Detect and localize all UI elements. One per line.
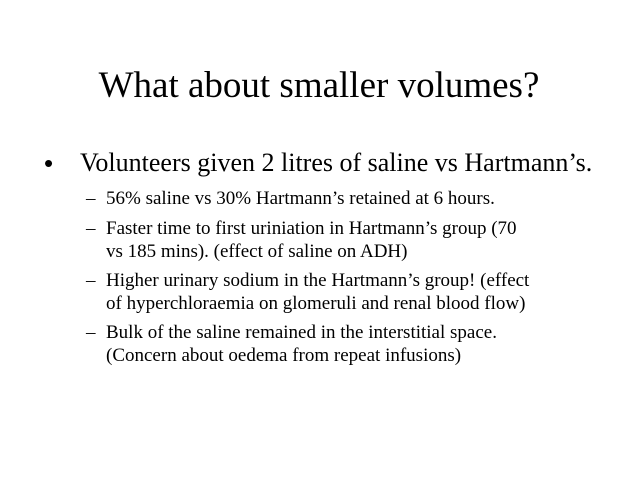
sub-bullet-line: Higher urinary sodium in the Hartmann’s group! (effect xyxy=(106,270,530,291)
sub-bullet-line: (Concern about oedema from repeat infusions) xyxy=(106,345,462,366)
sub-bullet-dash: – xyxy=(86,270,96,291)
bullet-marker: • xyxy=(44,148,54,178)
slide-title: What about smaller volumes? xyxy=(98,65,540,106)
sub-bullet-text xyxy=(106,217,626,263)
sub-bullet-text xyxy=(106,269,626,315)
sub-bullet-line: Faster time to first uriniation in Hartmann’s group (70 xyxy=(106,218,517,239)
bullet-text: Volunteers given 2 litres of saline vs Hartmann’s. xyxy=(80,148,593,177)
sub-bullet-line: 56% saline vs 30% Hartmann’s retained at 6 hours. xyxy=(106,188,495,209)
sub-bullet-line: of hyperchloraemia on glomeruli and renal blood flow) xyxy=(106,293,526,314)
sub-bullet-text xyxy=(106,187,626,210)
sub-bullet-dash: – xyxy=(86,322,96,343)
sub-bullet-line: vs 185 mins). (effect of saline on ADH) xyxy=(106,241,408,262)
sub-bullet-dash: – xyxy=(86,218,96,239)
sub-bullet-dash: – xyxy=(86,188,96,209)
sub-bullet-text xyxy=(106,321,626,367)
sub-bullet-line: Bulk of the saline remained in the interstitial space. xyxy=(106,322,497,343)
